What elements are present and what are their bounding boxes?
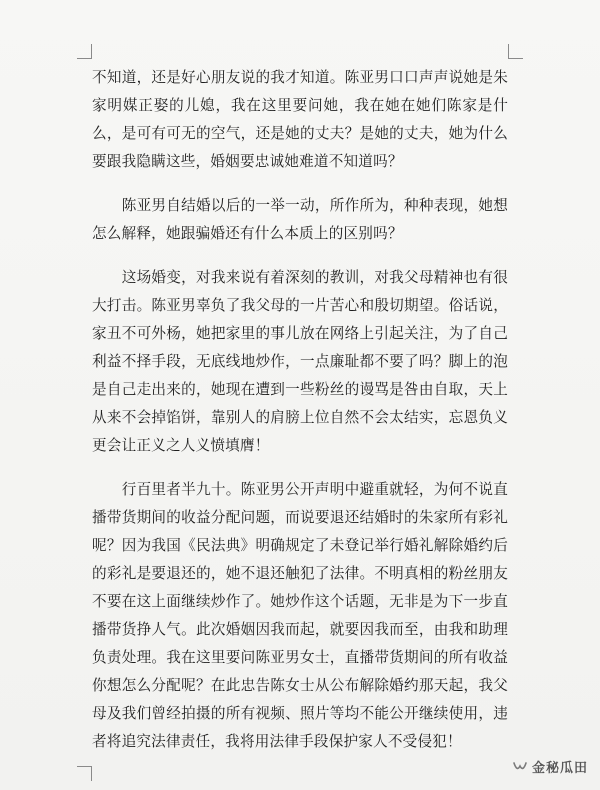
watermark: [512, 757, 588, 776]
crop-mark-top-left: [77, 44, 92, 59]
crop-mark-top-right: [508, 44, 523, 59]
paragraph-3: 这场婚变，对我来说有着深刻的教训，对我父母精神也有很大打击。陈亚男辜负了我父母的一片苦心和殷切期望。俗话说，家丑不可外杨，她把家里的事儿放在网络上引起关注，为了自己利益不择手段，无底线地炒作，一点廉耻都不要了吗？脚上的泡是自己走出来的，她现在遭到一些粉丝的谩骂是咎由自取，天上从来不会掉馅饼，靠别人的肩膀上位自然不会太结实，忘恩负义更会让正义之人义愤填膺！: [92, 269, 508, 454]
crop-mark-bottom-left: [77, 766, 92, 781]
watermark-text: 金秘瓜田: [531, 761, 588, 776]
paragraph-2: 陈亚男自结婚以后的一举一动，所作所为，种种表现，她想怎么解释，她跟骗婚还有什么本质上的区别吗？: [92, 197, 508, 242]
paragraph-1: 不知道，还是好心朋友说的我才知道。陈亚男口口声声说她是朱家明媒正娶的儿媳，我在这里要问她，我在她在她们陈家是什么，是可有可无的空气，还是她的丈夫？是她的丈夫，她为什么要跟我隐瞒这些，婚姻要忠诚她难道不知道吗？: [92, 69, 508, 170]
wechat-channel-icon: [512, 759, 528, 775]
document-body: [92, 64, 508, 772]
paragraph-4: 行百里者半九十。陈亚男公开声明中避重就轻，为何不说直播带货期间的收益分配问题，而说要退还结婚时的朱家所有彩礼呢？因为我国《民法典》明确规定了未登记举行婚礼解除婚约后的彩礼是要退还的，她不退还触犯了法律。不明真相的粉丝朋友不要在这上面继续炒作了。她炒作这个话题，无非是为下一步直播带货挣人气。此次婚姻因我而起，就要因我而至，由我和助理负责处理。我在这里要问陈亚男女士，直播带货期间的所有收益你想怎么分配呢？在此忠告陈女士从公布解除婚约那天起，我父母及我们曾经拍摄的所有视频、照片等均不能公开继续使用，违者将追究法律责任，我将用法律手段保护家人不受侵犯！: [92, 481, 508, 750]
